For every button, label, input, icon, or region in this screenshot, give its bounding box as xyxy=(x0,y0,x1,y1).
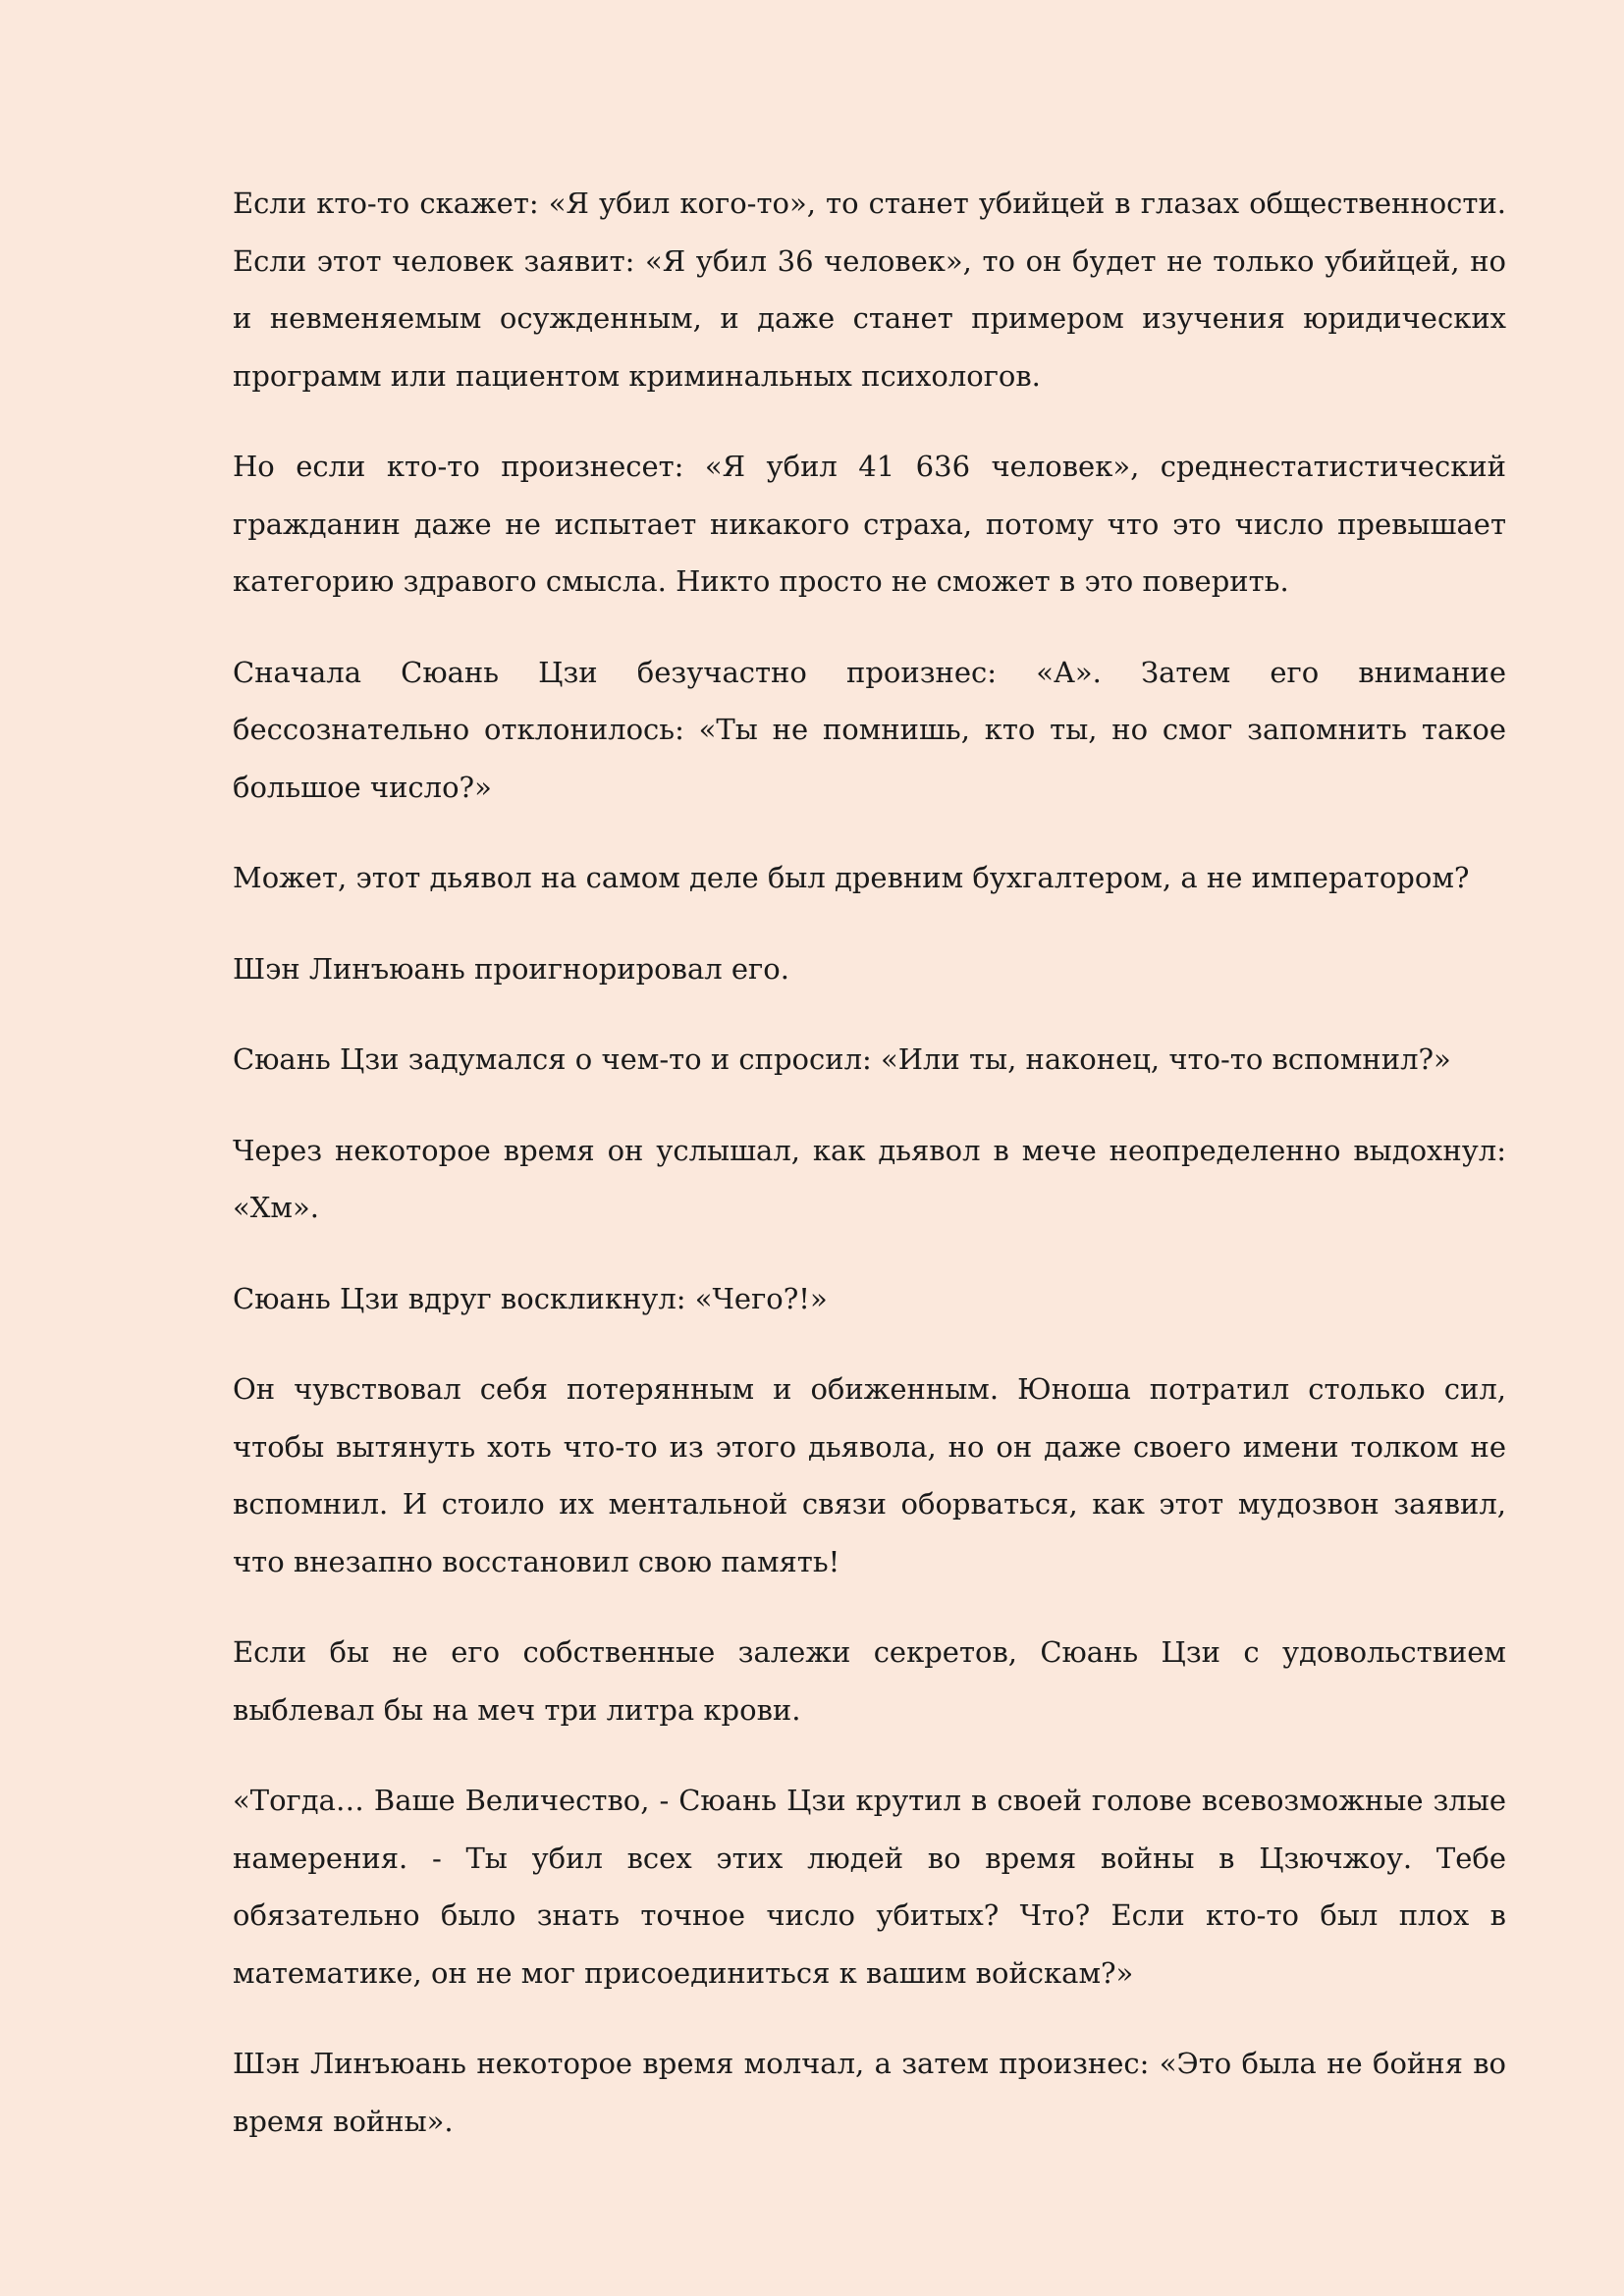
paragraph-5: Шэн Линъюань проигнорировал его. xyxy=(233,951,789,986)
paragraph-7: Через некоторое время он услышал, как дьявол в мече неопределенно выдохнул: «Хм». xyxy=(233,1133,1506,1224)
paragraph-10: Если бы не его собственные залежи секретов, Сюань Цзи с удовольствием выблевал бы на меч три литра крови. xyxy=(233,1635,1506,1727)
paragraph-12: Шэн Линъюань некоторое время молчал, а затем произнес: «Это была не бойня во время войны». xyxy=(233,2047,1506,2138)
paragraph-9: Он чувствовал себя потерянным и обиженным. Юноша потратил столько сил, чтобы вытянуть хоть что-то из этого дьявола, но он даже своего имени толком не вспомнил. И стоило их ментальной связи оборваться, как этот мудозвон заявил, что внезапно восстановил свою память! xyxy=(233,1372,1506,1578)
paragraph-2: Но если кто-то произнесет: «Я убил 41 636 человек», среднестатистический гражданин даже не испытает никакого страха, потому что это число превышает категорию здравого смысла. Никто просто не сможет в это поверить. xyxy=(233,450,1506,598)
paragraph-3: Сначала Сюань Цзи безучастно произнес: «А». Затем его внимание бессознательно отклонилось: «Ты не помнишь, кто ты, но смог запомнить такое большое число?» xyxy=(233,655,1506,804)
paragraph-4: Может, этот дьявол на самом деле был древним бухгалтером, а не императором? xyxy=(233,861,1470,894)
paragraph-11: «Тогда… Ваше Величество, - Сюань Цзи крутил в своей голове всевозможные злые намерения. - Ты убил всех этих людей во время войны в Цзючжоу. Тебе обязательно было знать точное число убитых? Что? Если кто-то был плох в математике, он не мог присоединиться к вашим войскам?» xyxy=(233,1784,1506,1990)
paragraph-6: Сюань Цзи задумался о чем-то и спросил: «Или ты, наконец, что-то вспомнил?» xyxy=(233,1042,1451,1076)
paragraph-1: Если кто-то скажет: «Я убил кого-то», то станет убийцей в глазах общественности. Если этот человек заявит: «Я убил 36 человек», то он будет не только убийцей, но и невменяемым осужденным, и даже станет примером изучения юридических программ или пациентом криминальных психологов. xyxy=(233,187,1506,393)
paragraph-8: Сюань Цзи вдруг воскликнул: «Чего?!» xyxy=(233,1281,828,1315)
document-page xyxy=(233,175,1506,2183)
